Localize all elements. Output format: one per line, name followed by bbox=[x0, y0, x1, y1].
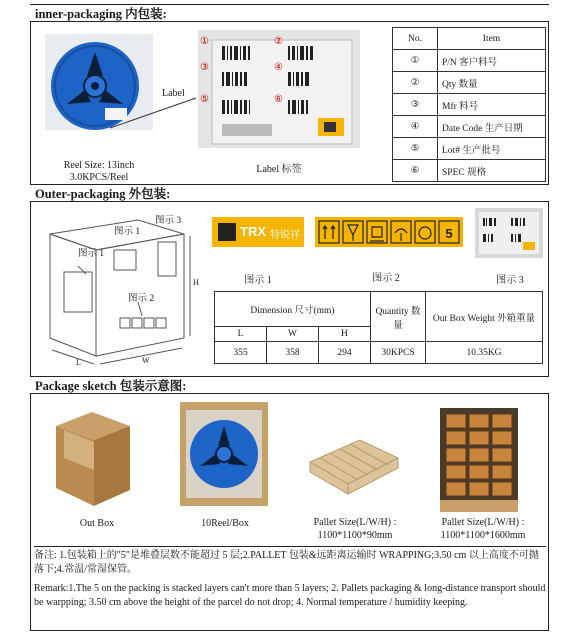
label-photo bbox=[198, 30, 360, 148]
label-marker-3: ③ bbox=[200, 62, 209, 73]
item-no: ③ bbox=[393, 94, 438, 116]
reel-box-caption: 10Reel/Box bbox=[201, 518, 249, 529]
box-fig2-label: 图示 2 bbox=[128, 294, 155, 304]
label-marker-2: ② bbox=[274, 36, 283, 47]
pallet-image bbox=[306, 404, 402, 508]
carton-label-image bbox=[475, 208, 543, 258]
dim-value-l: 355 bbox=[215, 342, 267, 364]
table-row bbox=[393, 50, 546, 72]
label-marker-6: ⑥ bbox=[274, 94, 283, 105]
out-box-caption: Out Box bbox=[79, 518, 115, 529]
quantity-value: 30KPCS bbox=[371, 342, 426, 364]
table-row bbox=[393, 116, 546, 138]
item-no: ⑤ bbox=[393, 138, 438, 160]
box-fig3-label: 图示 3 bbox=[155, 216, 182, 226]
trx-logo-icon bbox=[218, 223, 236, 241]
carton-label-photo bbox=[475, 208, 543, 258]
trx-brand-text: TRX bbox=[240, 224, 266, 239]
item-no: ② bbox=[393, 72, 438, 94]
label-caption: Label 标签 bbox=[256, 164, 302, 175]
trx-brand-cn: 特锐祥 bbox=[270, 230, 300, 241]
dimension-header: Dimension 尺寸(mm) bbox=[215, 292, 371, 327]
dim-value-h: 294 bbox=[318, 342, 370, 364]
reel-size-caption: Reel Size: 13inch bbox=[63, 160, 135, 171]
table-row bbox=[393, 160, 546, 182]
item-desc: Date Code 生产日期 bbox=[438, 116, 546, 138]
item-desc: Qty 数量 bbox=[438, 72, 546, 94]
fig3-caption: 图示 3 bbox=[496, 275, 524, 286]
fig1-caption: 图示 1 bbox=[244, 275, 272, 286]
item-desc: SPEC 规格 bbox=[438, 160, 546, 182]
table-row bbox=[393, 94, 546, 116]
reel-box-photo bbox=[180, 402, 268, 506]
weight-header: Out Box Weight 外箱重量 bbox=[426, 292, 543, 342]
box-dim-l: L bbox=[76, 358, 81, 367]
dim-header-l: L bbox=[215, 327, 267, 342]
loaded-pallet-caption: Pallet Size(L/W/H) : 1100*1100*1600mm bbox=[440, 517, 526, 541]
item-no: ① bbox=[393, 50, 438, 72]
label-marker-1: ① bbox=[200, 36, 209, 47]
box-fig1-label: 图示 1 bbox=[78, 249, 105, 259]
loaded-pallet-photo bbox=[440, 408, 518, 512]
reel-box-image bbox=[180, 402, 268, 506]
pallet-caption: Pallet Size(L/W/H) : 1100*1100*90mm bbox=[313, 517, 397, 541]
reel-qty-caption: 3.0KPCS/Reel bbox=[69, 172, 129, 183]
outer-dimension-table bbox=[214, 291, 543, 364]
label-pointer-text: Label bbox=[162, 88, 185, 99]
trx-brand-label bbox=[212, 217, 304, 247]
label-marker-5: ⑤ bbox=[200, 94, 209, 105]
dim-header-h: H bbox=[318, 327, 370, 342]
table-header-no: No. bbox=[393, 28, 438, 50]
svg-text:5: 5 bbox=[445, 226, 453, 241]
fig2-caption: 图示 2 bbox=[372, 273, 400, 284]
label-item-table bbox=[392, 27, 546, 182]
table-header-item: Item bbox=[438, 28, 546, 50]
pallet-photo bbox=[306, 404, 402, 508]
label-image bbox=[198, 30, 360, 148]
handling-symbols-strip bbox=[315, 217, 463, 247]
out-box-photo bbox=[50, 400, 136, 512]
quantity-header: Quantity 数量 bbox=[371, 292, 426, 342]
table-row bbox=[393, 138, 546, 160]
note-cn: 备注: 1.包装箱上的"5"是堆叠层数不能超过 5 层;2.PALLET 包装&远距离运输时 WRAPPING;3.50 cm 以上高度不可抛落下;4.常温/常湿保管。 bbox=[34, 546, 546, 577]
item-no: ④ bbox=[393, 116, 438, 138]
handling-symbols-icon bbox=[315, 217, 463, 247]
label-marker-4: ④ bbox=[274, 62, 283, 73]
box-fig1b-label: 图示 1 bbox=[114, 227, 141, 237]
dim-value-w: 358 bbox=[266, 342, 318, 364]
table-header-row bbox=[393, 28, 546, 50]
item-no: ⑥ bbox=[393, 160, 438, 182]
inner-packaging-heading: inner-packaging 内包装: bbox=[30, 4, 549, 22]
remark-en: Remark:1.The 5 on the packing is stacked layers can't more than 5 layers; 2. Pallets packaging & long-distance transport should be warpping; 3.50 cm above the height of the parcel do not drop; 4. Normal temperature / humidity keeping. bbox=[34, 583, 546, 608]
out-box-image bbox=[50, 400, 136, 512]
item-desc: Lot# 生产批号 bbox=[438, 138, 546, 160]
box-dim-w: W bbox=[142, 356, 150, 365]
item-desc: P/N 客户料号 bbox=[438, 50, 546, 72]
loaded-pallet-image bbox=[440, 408, 518, 512]
weight-value: 10.35KG bbox=[426, 342, 543, 364]
package-sketch-heading: Package sketch 包装示意图: bbox=[30, 376, 549, 394]
dim-header-w: W bbox=[266, 327, 318, 342]
outer-packaging-heading: Outer-packaging 外包装: bbox=[30, 184, 549, 202]
item-desc: Mfr 料号 bbox=[438, 94, 546, 116]
table-row bbox=[393, 72, 546, 94]
box-dim-h: H bbox=[193, 278, 199, 287]
